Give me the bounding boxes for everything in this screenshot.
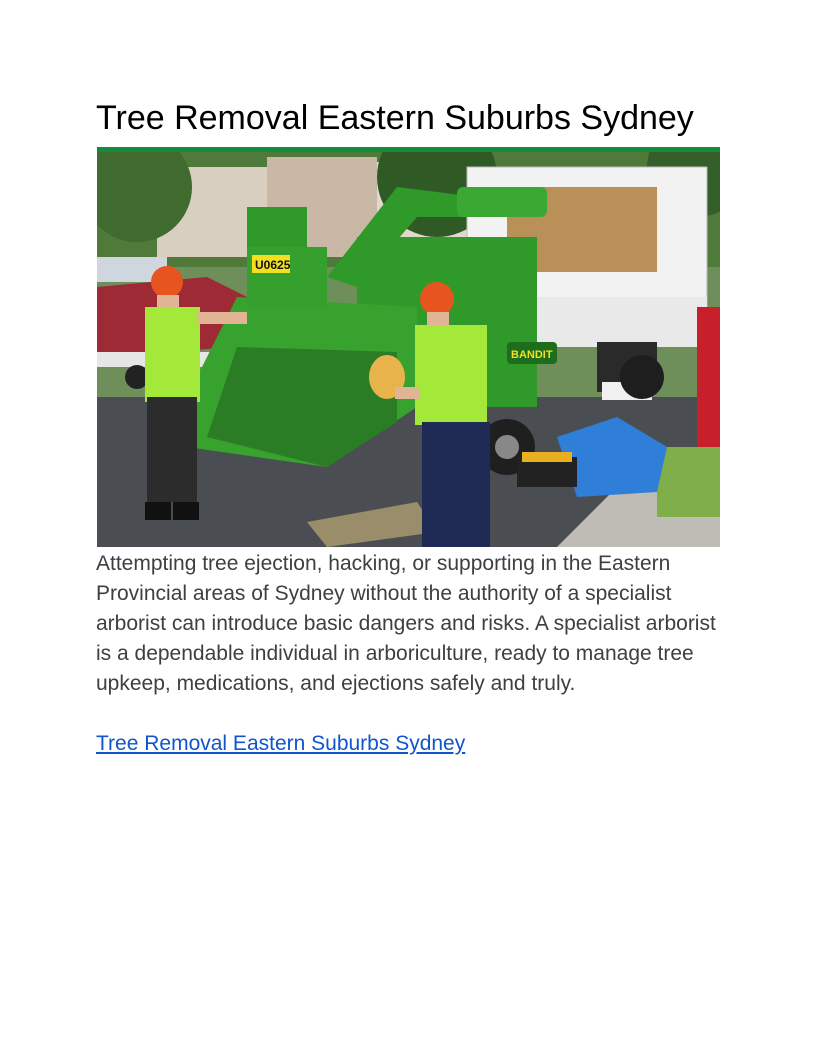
body-paragraph: Attempting tree ejection, hacking, or supporting in the Eastern Provincial areas of Sydney without the authority of a specialist arborist can introduce basic dangers and risks. A specialist arborist is a dependable individual in arboriculture, ready to manage tree upkeep, medications, and ejections safely and truly. bbox=[96, 552, 716, 695]
number-plate-text: U0625 bbox=[255, 258, 291, 272]
chipper-brand-text: BANDIT bbox=[511, 349, 553, 361]
tree-removal-link[interactable]: Tree Removal Eastern Suburbs Sydney bbox=[96, 732, 466, 755]
photo-frame-line bbox=[97, 147, 720, 152]
tree-removal-photo bbox=[97, 147, 720, 547]
page-title: Tree Removal Eastern Suburbs Sydney bbox=[96, 99, 694, 137]
